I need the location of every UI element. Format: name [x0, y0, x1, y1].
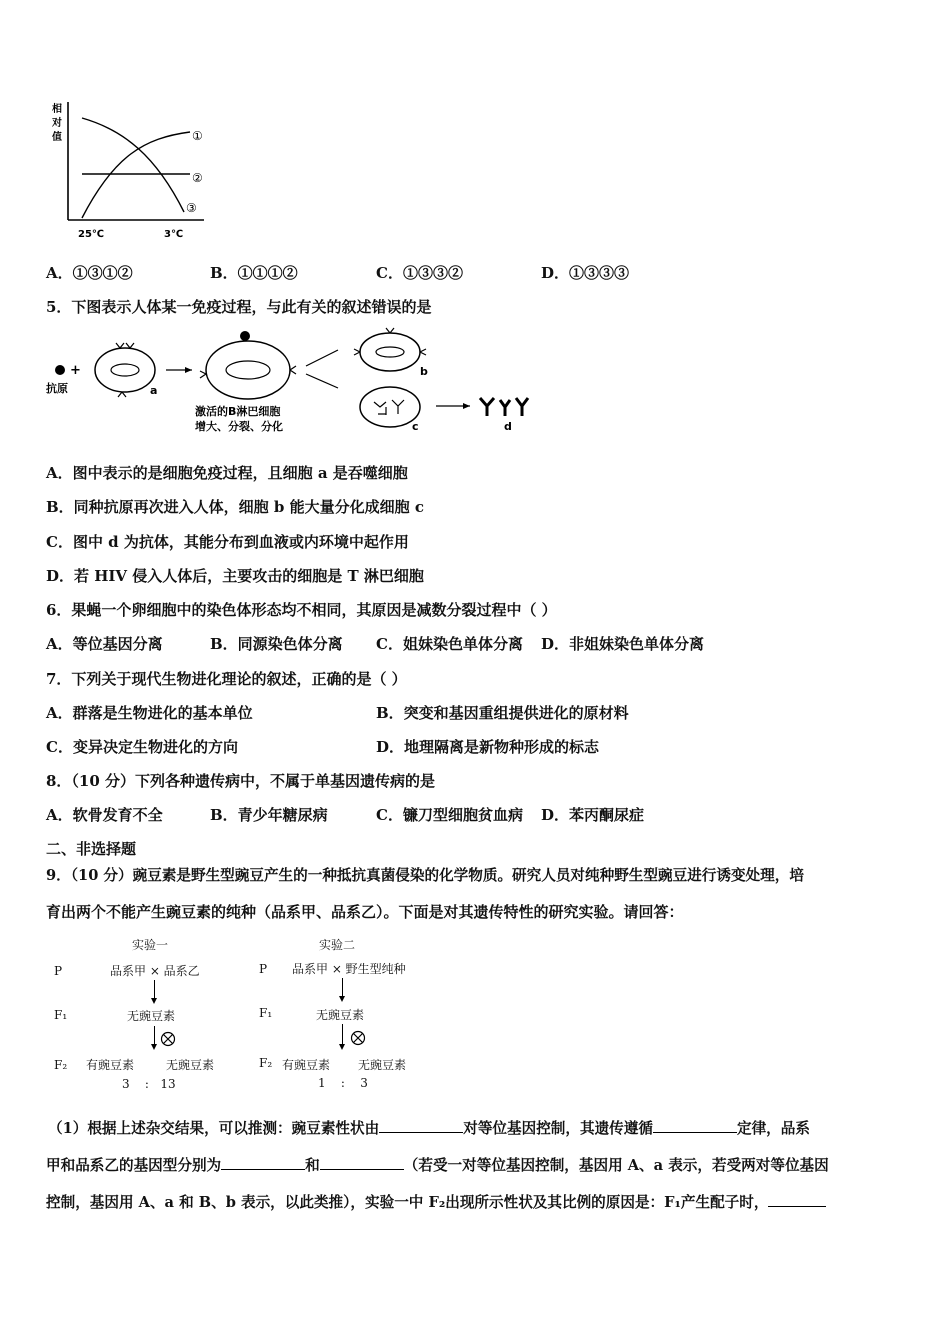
- q9-part1-text-2: 对等位基因控制，其遗传遵循: [463, 1120, 653, 1137]
- activated-antigen-dot: [240, 331, 250, 341]
- q8-option-b[interactable]: B．青少年糖尿病: [210, 806, 328, 824]
- q8-option-d[interactable]: D．苯丙酮尿症: [541, 806, 645, 824]
- arrow-head-2: [463, 403, 470, 409]
- arrow-to-c: [306, 374, 338, 388]
- exp2-f2-right: 无豌豆素: [358, 1058, 407, 1072]
- exp1-selfing-icon: [160, 1031, 176, 1047]
- exp2-arrow-1-head: [339, 996, 345, 1002]
- q4-option-d[interactable]: D．①③③③: [541, 264, 630, 282]
- exp2-p-label: P: [259, 962, 268, 976]
- b-cell-receptors: [200, 366, 296, 378]
- q7-stem: 7．下列关于现代生物进化理论的叙述，正确的是（ ）: [46, 670, 407, 688]
- cell-b-outer: [360, 333, 420, 371]
- antigen-dot: [55, 365, 65, 375]
- exp1-f1: 无豌豆素: [127, 1009, 176, 1023]
- q5-option-a[interactable]: A．图中表示的是细胞免疫过程，且细胞 a 是吞噬细胞: [46, 464, 408, 482]
- exp2-arrow-2-head: [339, 1044, 345, 1050]
- exp2-ratio: 1 : 3: [318, 1076, 368, 1090]
- q9-part1-text-6: （若受一对等位基因控制，基因用 A、a 表示，若受两对等位基因: [403, 1157, 829, 1174]
- section-2-heading: 二、非选择题: [46, 840, 137, 858]
- exp1-ratio: 3 : 13: [122, 1077, 176, 1091]
- b-cell-outer: [206, 341, 290, 399]
- q9-part1-text-5: 和: [305, 1157, 320, 1174]
- exp2-f2-left: 有豌豆素: [282, 1058, 331, 1072]
- q7-option-d[interactable]: D．地理隔离是新物种形成的标志: [376, 738, 600, 756]
- q8-stem: 8．（10 分）下列各种遗传病中，不属于单基因遗传病的是: [46, 772, 436, 790]
- exp2-f1-label: F₁: [259, 1006, 273, 1020]
- q9-part1-text-1: （1）根据上述杂交结果，可以推测：豌豆素性状由: [48, 1120, 380, 1137]
- curve-label-2: ②: [192, 171, 203, 185]
- cell-a-receptors: [116, 343, 134, 397]
- curve-label-1: ①: [192, 129, 203, 143]
- antigen-label: 抗原: [46, 382, 68, 395]
- exp1-title: 实验一: [132, 938, 169, 952]
- exp1-arrow-1-head: [151, 998, 157, 1004]
- cell-c-outer: [360, 387, 420, 427]
- q5-option-b[interactable]: B．同种抗原再次进入人体，细胞 b 能大量分化成细胞 c: [46, 498, 424, 516]
- antibody-1: [480, 398, 494, 416]
- q5-option-d[interactable]: D．若 HIV 侵入人体后，主要攻击的细胞是 T 淋巴细胞: [46, 567, 424, 585]
- cell-c-label: c: [412, 420, 419, 433]
- cell-c-contents: [374, 400, 404, 415]
- x-label-right: 3℃: [164, 229, 184, 240]
- answer-blank-law[interactable]: [653, 1118, 737, 1133]
- b-cell-nucleus: [226, 361, 270, 379]
- answer-blank-gene-pairs[interactable]: [379, 1118, 463, 1133]
- exp2-p-cross: 品系甲 × 野生型纯种: [292, 962, 406, 976]
- answer-blank-genotype-yi[interactable]: [320, 1155, 404, 1170]
- q4-option-c[interactable]: C．①③③②: [376, 264, 463, 282]
- exp2-f1: 无豌豆素: [316, 1008, 365, 1022]
- curve-label-3: ③: [186, 201, 197, 215]
- cell-a-nucleus: [111, 364, 139, 376]
- exp1-f1-label: F₁: [54, 1008, 68, 1022]
- q6-option-a[interactable]: A．等位基因分离: [46, 635, 163, 653]
- b-cell-caption-2: 增大、分裂、分化: [195, 420, 283, 433]
- q9-line-2: 育出两个不能产生豌豆素的纯种（品系甲、品系乙）。下面是对其遗传特性的研究实验。请回答：: [46, 903, 684, 921]
- plus-sign: +: [70, 363, 81, 378]
- q9-part1-line-1: [48, 1117, 810, 1138]
- q9-part1-text-4: 甲和品系乙的基因型分别为: [46, 1157, 222, 1174]
- exp2-selfing-icon: [350, 1030, 366, 1046]
- answer-blank-genotype-jia[interactable]: [221, 1155, 305, 1170]
- antibody-2: [500, 400, 510, 416]
- q6-stem: 6．果蝇一个卵细胞中的染色体形态均不相同，其原因是减数分裂过程中（ ）: [46, 601, 557, 619]
- q6-option-b[interactable]: B．同源染色体分离: [210, 635, 343, 653]
- temperature-graph: [44, 96, 224, 246]
- q8-option-a[interactable]: A．软骨发育不全: [46, 806, 163, 824]
- q9-part1-line-3: [46, 1191, 826, 1212]
- q9-part1-text-3: 定律，品系: [736, 1120, 810, 1137]
- answer-blank-reason[interactable]: [768, 1192, 826, 1207]
- graph-y-label-2: 对: [52, 118, 62, 129]
- cell-a-label: a: [150, 384, 158, 397]
- curve-3: [82, 118, 184, 212]
- q7-option-b[interactable]: B．突变和基因重组提供进化的原材料: [376, 704, 629, 722]
- antibody-3: [516, 398, 528, 416]
- exp1-arrow-2-head: [151, 1044, 157, 1050]
- q9-part1-line-2: [46, 1154, 829, 1175]
- antibody-label: d: [504, 420, 512, 433]
- q5-option-c[interactable]: C．图中 d 为抗体，其能分布到血液或内环境中起作用: [46, 533, 409, 551]
- exp1-p-cross: 品系甲 × 品系乙: [110, 964, 200, 978]
- q7-option-a[interactable]: A．群落是生物进化的基本单位: [46, 704, 253, 722]
- graph-y-label-3: 值: [52, 132, 62, 143]
- q8-option-c[interactable]: C．镰刀型细胞贫血病: [376, 806, 523, 824]
- arrow-head-1: [185, 367, 192, 373]
- cell-a-outer: [95, 348, 155, 392]
- x-label-left: 25℃: [78, 229, 105, 240]
- exp2-f2-label: F₂: [259, 1056, 273, 1070]
- q9-line-1: 9．（10 分）豌豆素是野生型豌豆产生的一种抵抗真菌侵染的化学物质。研究人员对纯种野生型豌豆进行诱变处理，培: [46, 867, 804, 884]
- q4-option-b[interactable]: B．①①①②: [210, 264, 298, 282]
- exp1-p-label: P: [54, 964, 63, 978]
- q9-part1-text-7: 控制，基因用 A、a 和 B、b 表示，以此类推），实验一中 F₂出现所示性状及其比例的原因是：F₁产生配子时，: [46, 1194, 769, 1211]
- immune-process-diagram: [40, 322, 550, 437]
- exp1-f2-left: 有豌豆素: [86, 1058, 135, 1072]
- q5-stem: 5．下图表示人体某一免疫过程，与此有关的叙述错误的是: [46, 298, 432, 316]
- b-cell-caption-1: 激活的B淋巴细胞: [195, 405, 281, 418]
- exp1-f2-label: F₂: [54, 1058, 68, 1072]
- cell-b-label: b: [420, 365, 428, 378]
- graph-y-label-1: 相: [52, 104, 62, 115]
- q4-option-a[interactable]: A．①③①②: [46, 264, 133, 282]
- exp1-f2-right: 无豌豆素: [166, 1058, 215, 1072]
- exp2-title: 实验二: [319, 938, 356, 952]
- q7-option-c[interactable]: C．变异决定生物进化的方向: [46, 738, 238, 756]
- cell-b-nucleus: [376, 347, 404, 357]
- q6-option-c[interactable]: C．姐妹染色单体分离: [376, 635, 523, 653]
- curve-1: [82, 132, 190, 218]
- arrow-to-b: [306, 350, 338, 366]
- q6-option-d[interactable]: D．非姐妹染色单体分离: [541, 635, 705, 653]
